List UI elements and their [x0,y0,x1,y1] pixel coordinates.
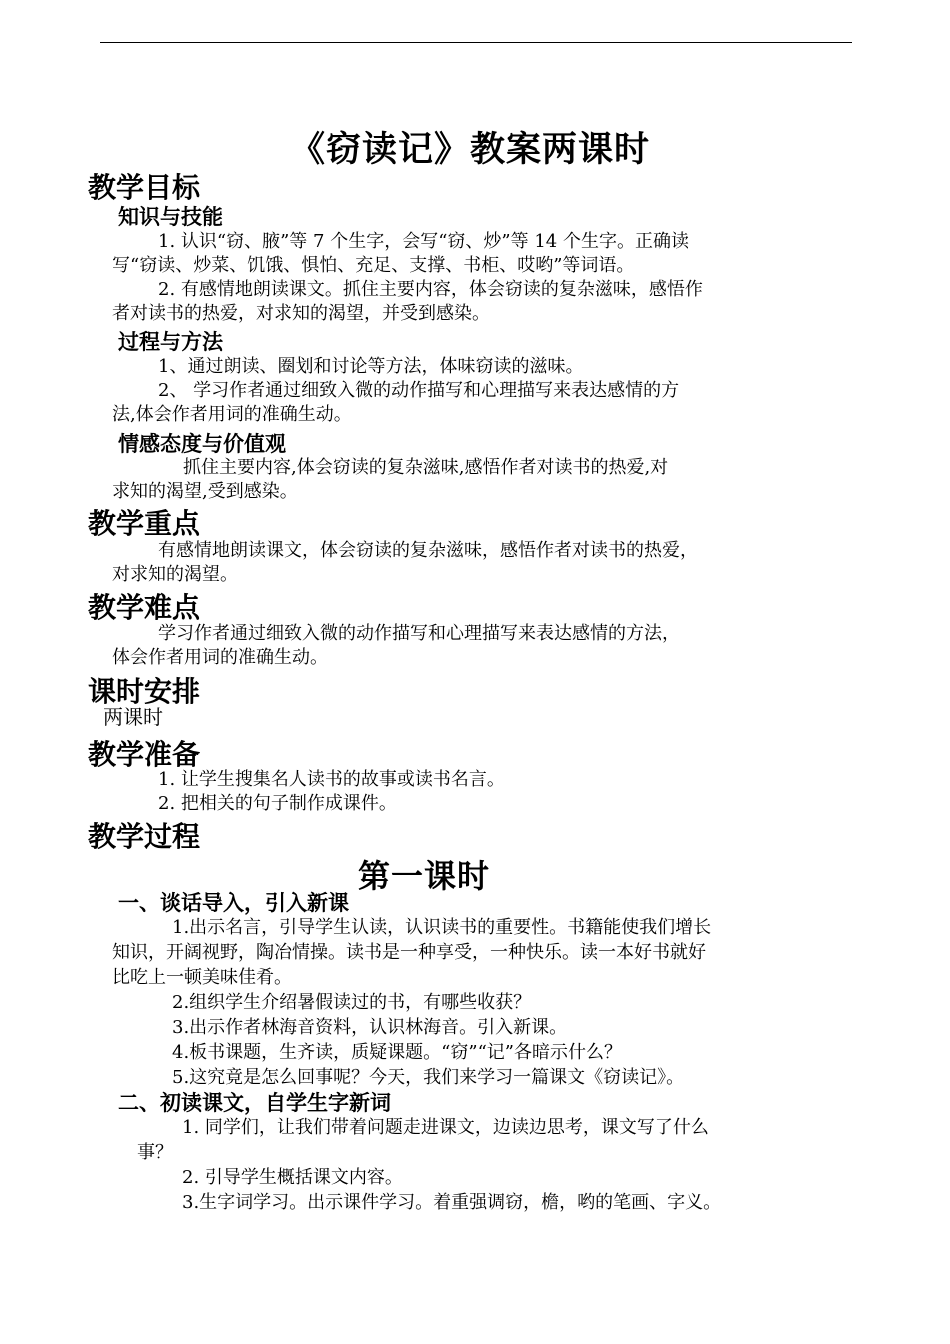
heading-lesson1: 第一课时 [358,857,491,895]
part1-p3: 3.出示作者林海音资料，认识林海音。引入新课。 [172,1017,568,1038]
heading-emotion: 情感态度与价值观 [118,432,286,456]
part1-p1-line1: 1.出示名言，引导学生认读，认识读书的重要性。书籍能使我们增长 [172,917,712,938]
heading-knowledge: 知识与技能 [118,205,223,229]
heading-process-method: 过程与方法 [118,330,223,354]
emotion-line2: 求知的渴望,受到感染。 [112,481,298,502]
preparation-item2: 2. 把相关的句子制作成课件。 [158,793,397,814]
knowledge-p2-line1: 2. 有感情地朗读课文。抓住主要内容，体会窃读的复杂滋味，感悟作 [158,279,703,300]
key-points-line2: 对求知的渴望。 [112,564,238,585]
difficulties-line1: 学习作者通过细致入微的动作描写和心理描写来表达感情的方法， [158,623,680,644]
part1-p1-line3: 比吃上一顿美味佳肴。 [112,967,292,988]
part2-p2: 2. 引导学生概括课文内容。 [182,1167,403,1188]
emotion-line1: 抓住主要内容,体会窃读的复杂滋味,感悟作者对读书的热爱,对 [183,457,669,478]
difficulties-line2: 体会作者用词的准确生动。 [112,647,328,668]
heading-goals: 教学目标 [88,171,201,204]
process-p2-line2: 法,体会作者用词的准确生动。 [112,404,352,425]
part1-p1-line2: 知识，开阔视野，陶冶情操。读书是一种享受，一种快乐。读一本好书就好 [112,942,706,963]
process-p1: 1、通过朗读、圈划和讨论等方法，体味窃读的滋味。 [158,356,584,377]
knowledge-p2-line2: 者对读书的热爱，对求知的渴望，并受到感染。 [112,303,490,324]
process-p2-line1: 2、 学习作者通过细致入微的动作描写和心理描写来表达感情的方 [158,380,680,401]
part1-p2: 2.组织学生介绍暑假读过的书，有哪些收获？ [172,992,532,1013]
preparation-item1: 1. 让学生搜集名人读书的故事或读书名言。 [158,769,505,790]
part1-p4: 4.板书课题，生齐读，质疑课题。“窃”“记”各暗示什么？ [172,1042,622,1063]
heading-schedule: 课时安排 [88,675,201,708]
heading-teaching-process: 教学过程 [88,820,201,853]
heading-part1: 一、谈话导入，引入新课 [118,891,349,915]
schedule-text: 两课时 [103,705,163,729]
part2-p1-line1: 1. 同学们，让我们带着问题走进课文，边读边思考，课文写了什么 [182,1117,709,1138]
knowledge-p1-line1: 1. 认识“窃、腋”等 7 个生字，会写“窃、炒”等 14 个生字。正确读 [158,231,689,252]
heading-key-points: 教学重点 [88,507,201,540]
heading-preparation: 教学准备 [88,738,201,771]
heading-difficulties: 教学难点 [88,591,201,624]
heading-part2: 二、初读课文，自学生字新词 [118,1091,391,1115]
part1-p5: 5.这究竟是怎么回事呢？今天，我们来学习一篇课文《窃读记》。 [172,1067,685,1088]
header-rule [100,42,852,43]
part2-p3: 3.生字词学习。出示课件学习。着重强调窃，檐，哟的笔画、字义。 [182,1192,722,1213]
key-points-line1: 有感情地朗读课文，体会窃读的复杂滋味，感悟作者对读书的热爱， [158,540,698,561]
knowledge-p1-line2: 写“窃读、炒菜、饥饿、惧怕、充足、支撑、书柜、哎哟”等词语。 [112,255,635,276]
page-title: 《窃读记》教案两课时 [290,130,651,170]
part2-p1-line2: 事？ [137,1142,173,1163]
